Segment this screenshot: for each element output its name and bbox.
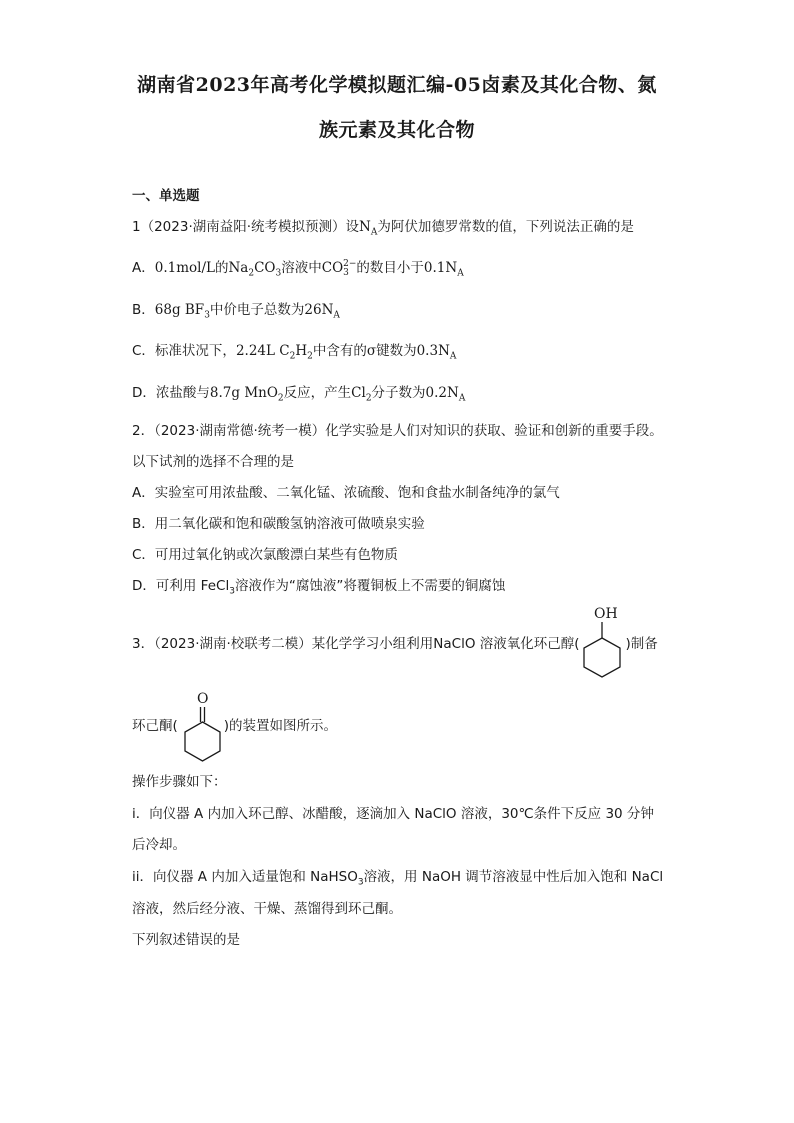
question-3-stem: 3．（2023·湖南·校联考二模）某化学学习小组利用NaClO 溶液氧化环己醇( )制备	[132, 636, 658, 652]
avogadro-symbol: $N_A$	[359, 219, 378, 238]
question-1-option-d: D．浓盐酸与8.7g MnO$_2$反应，产生$Cl_2$分子数为$0.2N_A$	[132, 385, 466, 404]
question-number: 2	[132, 423, 141, 439]
question-number: 1	[132, 219, 141, 235]
step-2-line1: ii．向仪器 A 内加入适量饱和 NaHSO$_3$溶液，用 NaOH 调节溶液显中性后加入饱和 NaCl	[132, 869, 664, 888]
cyclohexanone-svg	[180, 688, 230, 764]
step-1-line1: i．向仪器 A 内加入环己醇、冰醋酸，逐滴加入 NaClO 溶液，30℃条件下反应 30 分钟	[132, 806, 654, 822]
question-1-option-a: A．0.1mol/L的$Na_2CO_3$溶液中CO 2− 3 的数目小于$0.1N_A$	[132, 258, 464, 279]
question-2-option-b: B．用二氧化碳和饱和碳酸氢钠溶液可做喷泉实验	[132, 516, 425, 532]
question-2-stem-line1: 2．（2023·湖南常德·统考一模）化学实验是人们对知识的获取、验证和创新的重要手段。	[132, 423, 663, 439]
question-3-ketone-line: 环己酮( )的装置如图所示。	[132, 718, 338, 734]
question-source: （2023·湖南益阳·统考模拟预测）	[140, 219, 346, 235]
steps-heading: 操作步骤如下：	[132, 774, 227, 790]
question-2-option-a: A．实验室可用浓盐酸、二氧化锰、浓硫酸、饱和食盐水制备纯净的氯气	[132, 485, 560, 501]
question-2-option-d: D．可利用 FeCl$_3$溶液作为“腐蚀液”将覆铜板上不需要的铜腐蚀	[132, 578, 506, 597]
cyclohexanone-structure	[180, 688, 230, 764]
question-1-option-c: C．标准状况下，2.24L $C_2H_2$中含有的σ键数为$0.3N_A$	[132, 343, 457, 362]
carbonyl-oxygen-label: O	[197, 691, 209, 707]
step-1-line2: 后冷却。	[132, 837, 186, 853]
hydroxyl-label: OH	[594, 606, 618, 622]
stem-text: 为阿伏加德罗常数的值，下列说法正确的是	[377, 219, 634, 235]
step-2-line2: 溶液，然后经分液、干燥、蒸馏得到环己酮。	[132, 901, 402, 917]
document-title-line2: 族元素及其化合物	[318, 119, 475, 141]
question-2-stem-line2: 以下试剂的选择不合理的是	[132, 454, 294, 470]
question-number: 3	[132, 636, 141, 652]
cyclohexane-ring	[185, 722, 220, 761]
cyclohexanol-structure	[580, 603, 630, 681]
cyclohexanol-svg	[580, 603, 630, 681]
question-1-stem	[132, 217, 634, 237]
question-1-option-b: B．68g $BF_3$中价电子总数为$26N_A$	[132, 302, 340, 321]
question-3-prompt: 下列叙述错误的是	[132, 932, 240, 948]
cyclohexane-ring	[584, 638, 620, 677]
stem-text: 设	[345, 219, 360, 235]
document-title-line1: 湖南省2023年高考化学模拟题汇编-05卤素及其化合物、氮	[137, 74, 657, 96]
section-heading: 一、单选题	[132, 188, 200, 204]
question-2-option-c: C．可用过氧化钠或次氯酸漂白某些有色物质	[132, 547, 398, 563]
